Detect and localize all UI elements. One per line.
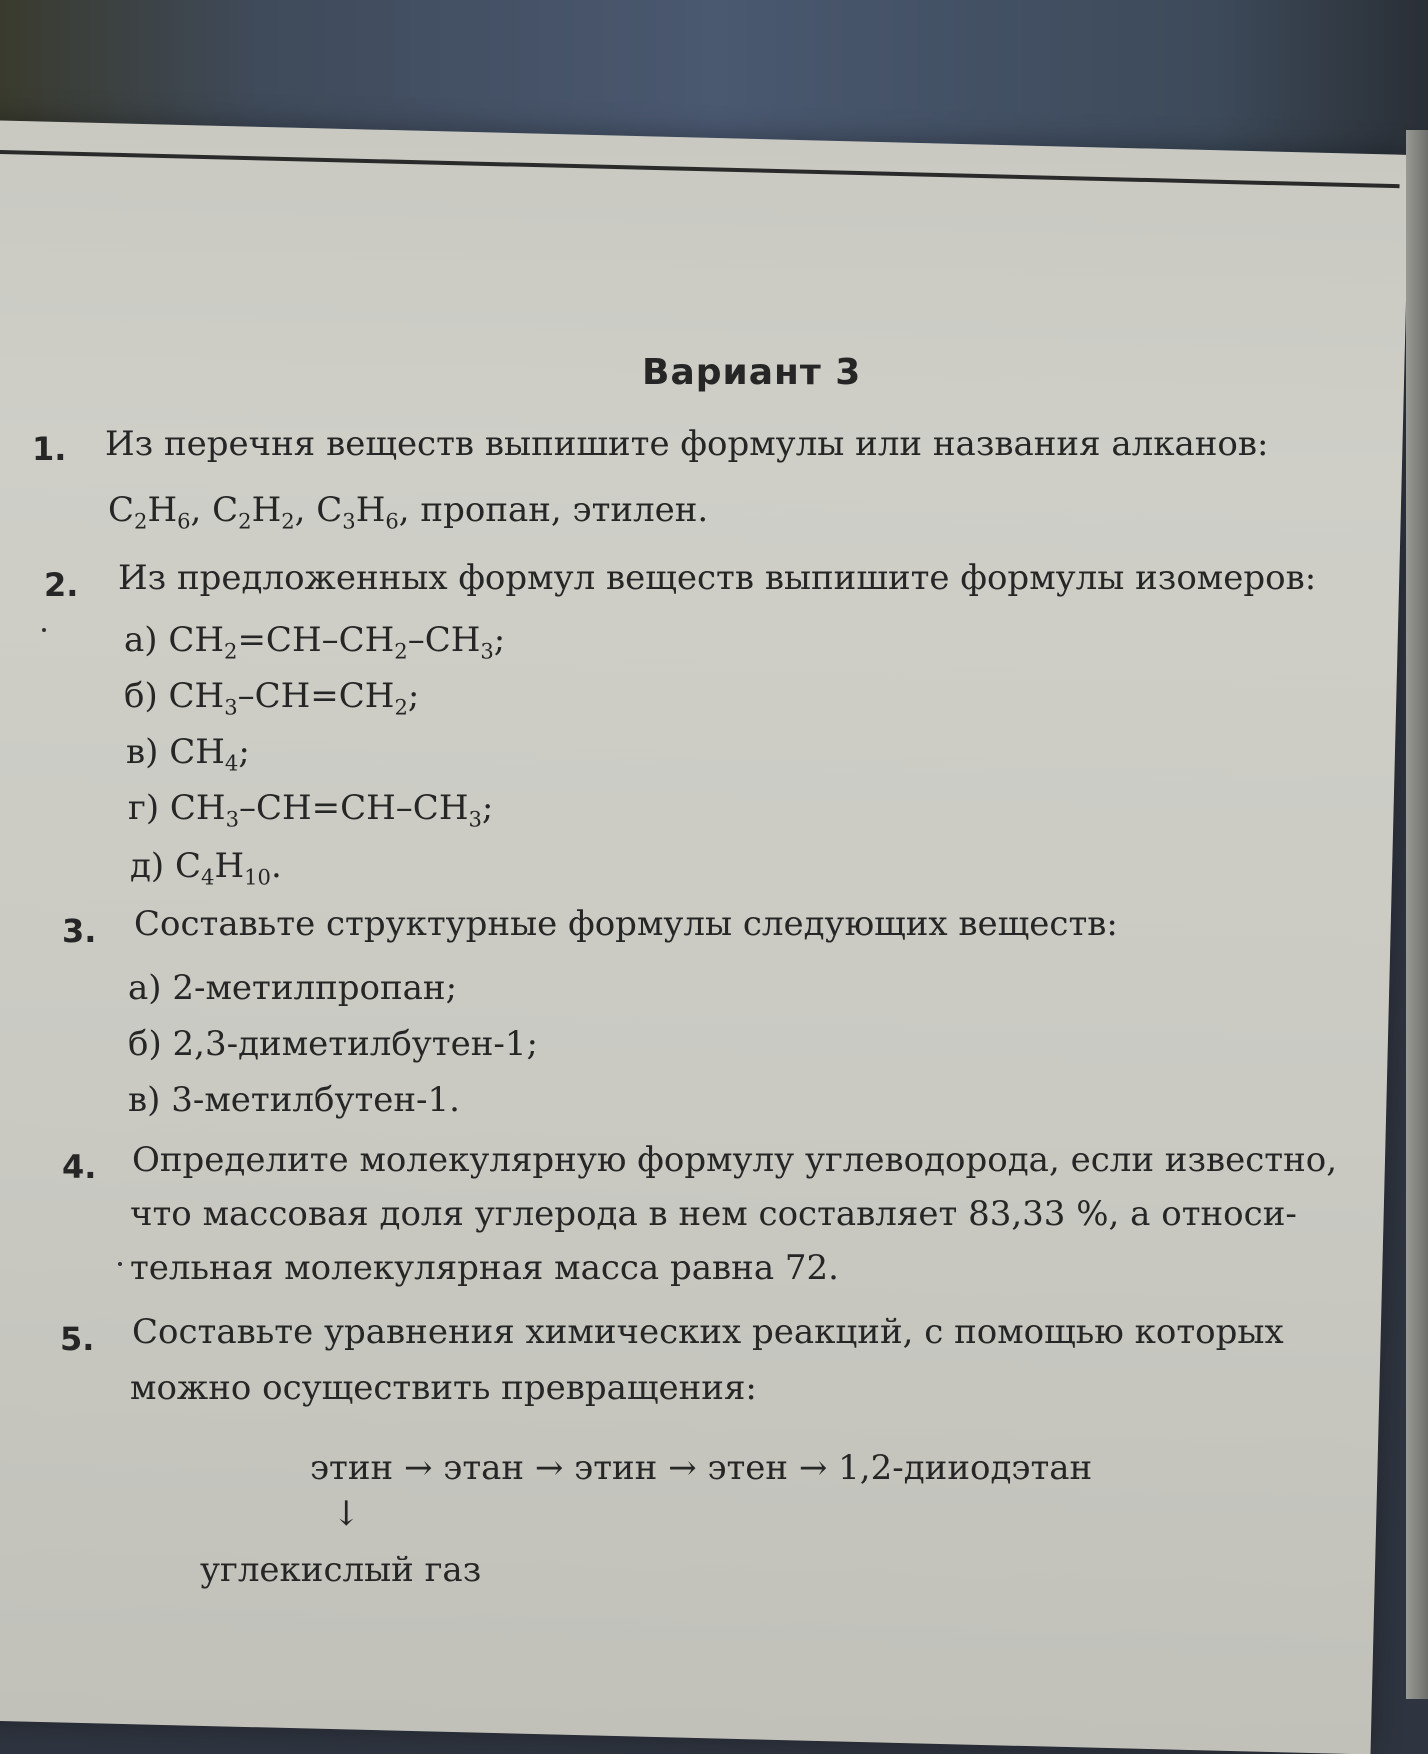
task-1-text: Из перечня веществ выпишите формулы или названия алканов: — [105, 424, 1269, 464]
task-1-substances: $C_2H_6$, $C_2H_2$, $C_3H_6$, пропан, этилен. — [108, 490, 709, 534]
task-3-option-b: б) 2,3-диметилбутен-1; — [128, 1024, 538, 1064]
task-4-line-3: тельная молекулярная масса равна 72. — [130, 1248, 839, 1288]
task-2-option-a: а) $CH_2=CH-CH_2-CH_3$; — [124, 620, 506, 664]
task-5-line-1: Составьте уравнения химических реакций, с помощью которых — [132, 1312, 1284, 1352]
task-2-text: Из предложенных формул веществ выпишите формулы изомеров: — [118, 558, 1317, 598]
page-title: Вариант 3 — [642, 352, 862, 393]
task-5-number: 5. — [60, 1320, 95, 1358]
task-1-number: 1. — [32, 430, 67, 468]
down-arrow-icon: ↓ — [332, 1494, 361, 1534]
task-3-number: 3. — [62, 912, 97, 950]
task-2-option-b: б) $CH_3-CH=CH_2$; — [124, 676, 420, 720]
task-2-number: 2. — [44, 566, 79, 604]
transformation-chain: этин → этан → этин → этен → 1,2-дииодэтан — [310, 1448, 1093, 1488]
task-4-number: 4. — [62, 1148, 97, 1186]
task-2-option-d: д) $C_4H_{10}$. — [130, 846, 282, 890]
task-2-option-g: г) $CH_3-CH=CH-CH_3$; — [128, 788, 494, 832]
print-speck — [42, 628, 46, 632]
print-speck — [118, 1262, 122, 1266]
task-2-option-v: в) $CH_4$; — [126, 732, 250, 776]
task-3-option-a: а) 2-метилпропан; — [128, 968, 458, 1008]
transformation-branch: углекислый газ — [200, 1550, 482, 1590]
task-3-option-v: в) 3-метилбутен-1. — [128, 1080, 460, 1120]
task-4-line-1: Определите молекулярную формулу углеводорода, если известно, — [132, 1140, 1338, 1180]
task-3-text: Составьте структурные формулы следующих веществ: — [134, 904, 1118, 944]
task-4-line-2: что массовая доля углерода в нем составляет 83,33 %, а относи- — [130, 1194, 1297, 1234]
task-5-line-2: можно осуществить превращения: — [130, 1368, 757, 1408]
